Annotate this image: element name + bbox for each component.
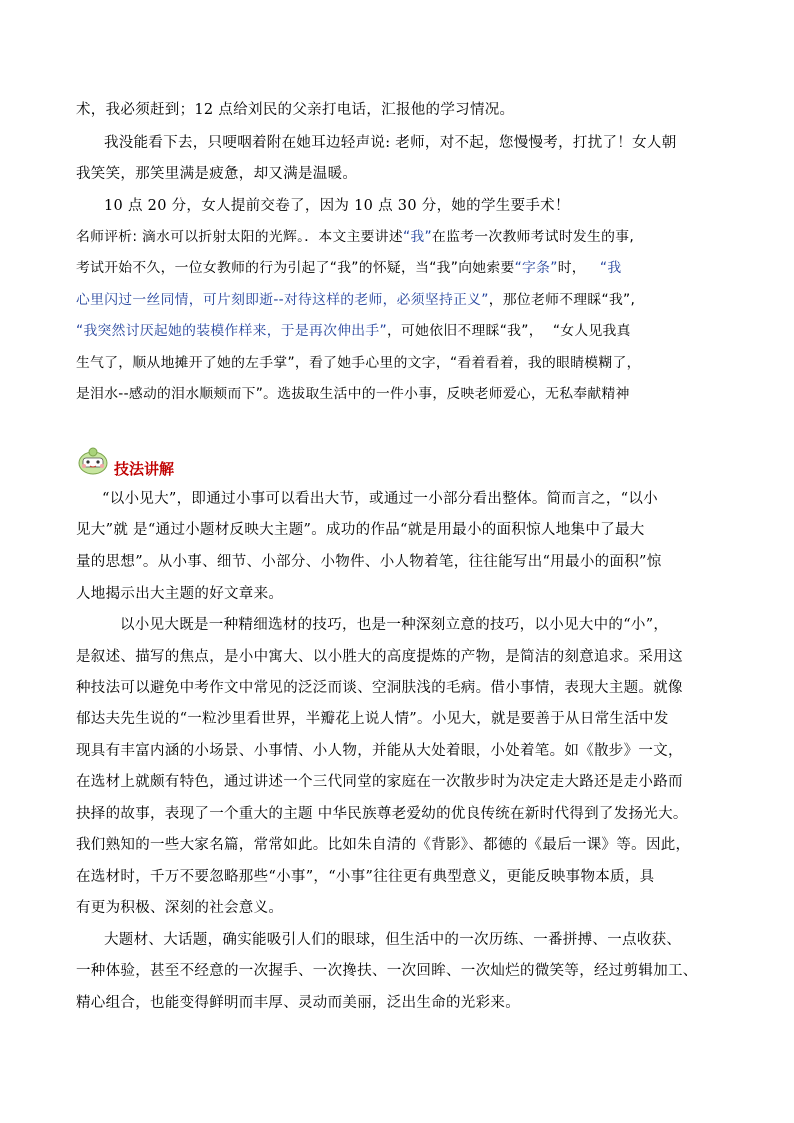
p2-line-9: 在选材时，千万不要忽略那些“小事”，“小事”往往更有典型意义，更能反映事物本质，具 [76,869,655,885]
comment-text: “女人见我真 [552,323,631,339]
comment-line-2 [76,258,621,278]
p2-line-1: 以小见大既是一种精细选材的技巧，也是一种深刻立意的技巧，以小见大中的“小”， [120,617,669,633]
comment-text: ，那位老师不理睬“我”, [488,292,636,308]
p2-line-8: 我们熟知的一些大家名篇，常常如此。比如朱自清的《背影》、都德的《最后一课》等。因此， [76,837,691,853]
p3-line-1: 大题材、大话题，确实能吸引人们的眼球，但生活中的一次历练、一番拼搏、一点收获、 [104,932,682,948]
comment-text: 是泪水--感动的泪水顺颊而下” [76,386,264,402]
cartoon-mascot-icon [74,445,112,475]
comment-text: 在监考一次教师考试时发生的事, [431,229,635,245]
comment-text: 考试开始不久，一位女教师的行为引起了“我”的怀疑，当“我”向她索要 [76,260,515,276]
comment-line-1 [76,227,634,247]
comment-quote: “我” [402,229,432,245]
section-title: 技法讲解 [114,460,175,478]
p3-line-3: 精心组合，也能变得鲜明而丰厚、灵动而美丽，泛出生命的光彩来。 [76,995,520,1011]
comment-quote: “字条” [514,260,558,276]
comment-quote: “我突然讨厌起她的装模作样来，于是再次伸出手” [76,323,387,339]
comment-text: “看着看着，我的眼睛模糊了， [449,355,641,371]
comment-line-3 [76,290,635,310]
comment-line-4 [76,321,631,341]
p2-line-5: 现具有丰富内涵的小场景、小事情、小人物，并能从大处着眼，小处着笔。如《散步》一文， [76,743,683,759]
comment-label: 名师评析: 滴水可以折射太阳的光辉。．本文主要讲述 [76,229,403,245]
comment-quote: 心里闪过一丝同情，可片刻即逝--对待这样的老师，必须坚持正义” [76,292,489,308]
p2-line-2: 是叙述、描写的焦点，是小中寓大、以小胜大的高度提炼的产物，是简洁的刻意追求。采用这 [76,649,683,665]
story-line-2: 我没能看下去，只哽咽着附在她耳边轻声说: 老师，对不起，您慢慢考，打扰了！女人朝 [104,135,677,151]
p1-line-3: 量的思想”。从小事、细节、小部分、小物件、小人物着笔，往往能写出“用最小的面积”惊 [76,554,662,570]
p2-line-7: 抉择的故事，表现了一个重大的主题 中华民族尊老爱幼的优良传统在新时代得到了发扬光大。 [76,806,688,822]
p2-line-3: 种技法可以避免中考作文中常见的泛泛而谈、空洞肤浅的毛病。借小事情，表现大主题。就像 [76,680,683,696]
story-line-3: 我笑笑，那笑里满是疲惫，却又满是温暖。 [76,166,358,182]
p2-line-4: 郁达夫先生说的“一粒沙里看世界，半瓣花上说人情”。小见大，就是要善于从日常生活中发 [76,711,669,727]
comment-text: 时， [557,260,586,276]
comment-text: 。选拔取生活中的一件小事，反映老师爱心，无私奉献精神 [263,386,630,402]
comment-text: ，看了她手心里的文字， [294,355,450,371]
p1-line-1: “以小见大”，即通过小事可以看出大节，或通过一小部分看出整体。简而言之，“以小 [102,491,658,507]
p2-line-6: 在选材上就颇有特色，通过讲述一个三代同堂的家庭在一次散步时为决定走大路还是走小路而 [76,774,683,790]
p3-line-2: 一种体验，甚至不经意的一次握手、一次搀扶、一次回眸、一次灿烂的微笑等，经过剪辑加工、 [76,963,698,979]
comment-line-6 [76,384,630,404]
comment-text: ，可她依旧不理睬“我”， [386,323,543,339]
comment-line-5 [76,353,641,373]
story-line-4: 10 点 20 分，女人提前交卷了，因为 10 点 30 分，她的学生要手术！ [104,198,570,214]
p1-line-2: 见大”就 是“通过小题材反映大主题”。成功的作品“就是用最小的面积惊人地集中了最大 [76,522,645,538]
comment-quote: “我 [599,260,622,276]
p1-line-4: 人地揭示出大主题的好文章来。 [76,586,284,602]
p2-line-10: 有更为积极、深刻的社会意义。 [76,900,284,916]
story-line-1: 术，我必须赶到；12 点给刘民的父亲打电话，汇报他的学习情况。 [76,102,515,118]
comment-text: 生气了，顺从地摊开了她的左手掌” [76,355,295,371]
